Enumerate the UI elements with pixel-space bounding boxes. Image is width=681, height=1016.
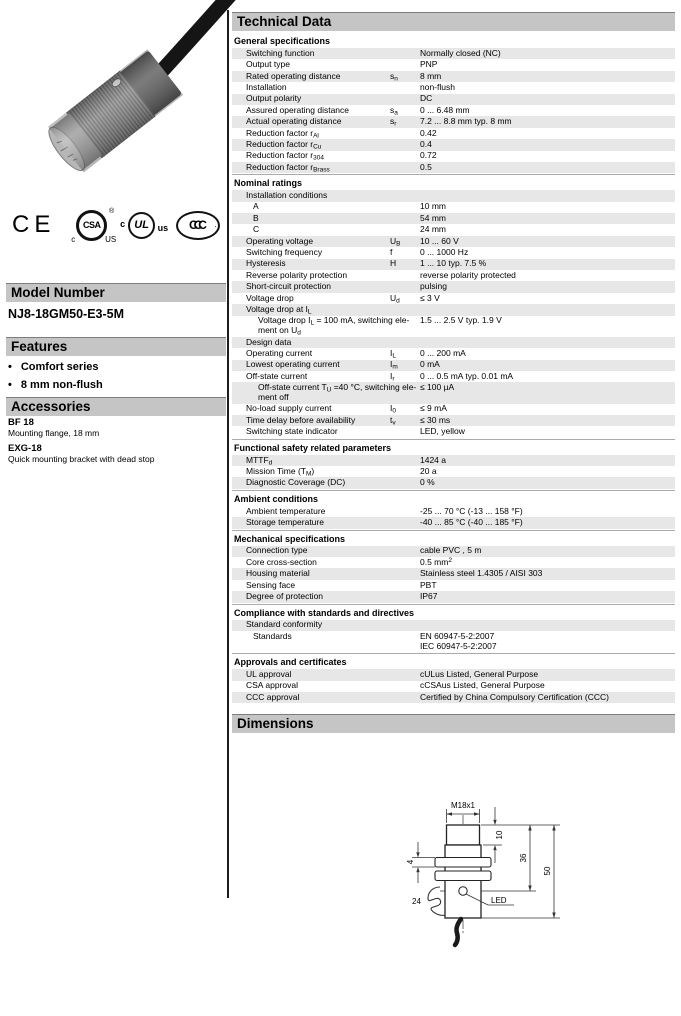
tech-row-value: ≤ 3 V: [420, 292, 440, 303]
tech-row-label: Voltage drop at $I_L$: [246, 304, 312, 316]
tech-row: [232, 247, 675, 258]
tech-row: [232, 466, 675, 477]
tech-row: [232, 546, 675, 557]
tech-row-label: B: [253, 212, 259, 223]
tech-row-label: Short-circuit protection: [246, 281, 332, 292]
tech-row-label: UL approval: [246, 668, 292, 679]
tech-row-label: Storage temperature: [246, 517, 324, 528]
tech-row-label: Reduction factor $r_{Cu}$: [246, 138, 322, 151]
tech-row-label: Output polarity: [246, 93, 302, 104]
tech-row-label: Output type: [246, 59, 290, 70]
tech-row-value: 1 ... 10 typ. 7.5 %: [420, 258, 487, 269]
tech-row-value: 1.5 ... 2.5 V typ. 1.9 V: [420, 315, 502, 326]
tech-row-value: -25 ... 70 °C (-13 ... 158 °F): [420, 505, 523, 516]
tech-row-value: cable PVC , 5 m: [420, 545, 482, 556]
wrench-size-label: 24: [412, 897, 421, 907]
tech-row: [232, 477, 675, 488]
column-divider: [227, 10, 229, 898]
product-photo: [10, 18, 216, 194]
tech-row-label: A: [253, 201, 259, 212]
tech-row: [232, 316, 675, 337]
tech-row-label: Switching function: [246, 47, 315, 58]
tech-row-symbol: $I_r$: [390, 370, 395, 383]
tech-row-label: Diagnostic Coverage (DC): [246, 477, 346, 488]
tech-row-label: Installation: [246, 81, 287, 92]
tech-row-label: Sensing face: [246, 579, 296, 590]
tech-row-value: 0 ... 6.48 mm: [420, 104, 470, 115]
tech-row: [232, 224, 675, 235]
ce-mark-icon: CE: [12, 211, 56, 238]
tech-row: [232, 404, 675, 415]
tech-row-value: PNP: [420, 59, 438, 70]
tech-row: [232, 259, 675, 270]
tech-row-label: Ambient temperature: [246, 505, 326, 516]
tech-row: [232, 669, 675, 680]
tech-row-value: 0 %: [420, 477, 435, 488]
tech-section-header: Functional safety related parameters: [232, 439, 675, 455]
tech-row-label: Reduction factor $r_{304}$: [246, 150, 324, 162]
feature-item: [8, 358, 218, 376]
csa-mark-icon: CSA c US ®: [71, 207, 117, 244]
tech-row-label: Switching frequency: [246, 247, 323, 258]
tech-row: [232, 455, 675, 466]
cul-us-mark-icon: c UL us: [128, 212, 155, 239]
head-length-label: 10: [495, 830, 504, 840]
tech-row-label: $MTTF_d$: [246, 454, 273, 466]
tech-row-value: 7.2 ... 8.8 mm typ. 8 mm: [420, 116, 512, 127]
tech-row-value: 1424 a: [420, 454, 446, 465]
tech-row-value: cULus Listed, General Purpose: [420, 668, 539, 679]
tech-row-value: 0.72: [420, 150, 437, 161]
tech-row-value: PBT: [420, 579, 437, 590]
tech-row: [232, 71, 675, 82]
thread-label: M18x1: [450, 801, 476, 811]
thread-length-label: 36: [519, 853, 528, 863]
tech-row-value: IP67: [420, 591, 438, 602]
tech-row-label: CCC approval: [246, 691, 300, 702]
tech-row-label: Lowest operating current: [246, 359, 340, 370]
tech-row-symbol: $t_v$: [390, 414, 396, 427]
tech-row-symbol: H: [390, 258, 397, 269]
tech-row-value: Certified by China Compulsory Certification (CCC): [420, 691, 609, 702]
cable-pigtail: [455, 919, 461, 945]
tech-row-symbol: $I_m$: [390, 359, 398, 371]
tech-table: [232, 33, 675, 703]
tech-row: [232, 190, 675, 201]
tech-row-label: Actual operating distance: [246, 116, 342, 127]
tech-row: [232, 94, 675, 105]
tech-row-value: 0.4: [420, 138, 432, 149]
tech-section-header: General specifications: [234, 36, 331, 46]
tech-row-label: Mission Time $(T_M)$: [246, 465, 315, 478]
tech-row: [232, 59, 675, 70]
features-header: Features: [6, 337, 226, 356]
tech-row: [232, 557, 675, 568]
tech-row-value: 0 ... 0.5 mA typ. 0.01 mA: [420, 370, 514, 381]
tech-row: [232, 360, 675, 371]
tech-row: [232, 213, 675, 224]
tech-row-label: CSA approval: [246, 680, 298, 691]
tech-row: [232, 568, 675, 579]
tech-row: [232, 105, 675, 116]
tech-row: [232, 337, 675, 348]
tech-row-symbol: $I_0$: [390, 403, 396, 415]
tech-row-value: 0.5 $mm^2$: [420, 556, 452, 567]
tech-row-value: ≤ 30 ms: [420, 414, 451, 425]
accessory-name: BF 18: [8, 417, 34, 428]
tech-row: [232, 128, 675, 139]
tech-row-label: No-load supply current: [246, 403, 332, 414]
tech-row-symbol: $U_d$: [390, 292, 400, 305]
tech-row-value: 0.42: [420, 127, 437, 138]
feature-item-label: Comfort series: [20, 361, 99, 373]
tech-row-label: Off-state current: [246, 370, 308, 381]
tech-row-label: Switching state indicator: [246, 426, 338, 437]
tech-section-header: Ambient conditions: [232, 490, 675, 506]
tech-row-label: Voltage drop $I_L = 100$ mA, switching ele- ment on $U_d$: [258, 315, 410, 337]
tech-section-header: Nominal ratings: [232, 174, 675, 190]
tech-row-label: Installation conditions: [246, 190, 328, 201]
technical-data-header: Technical Data: [232, 12, 675, 31]
sensor-outline: [435, 825, 491, 918]
model-number-header: Model Number: [6, 283, 226, 302]
tech-row-label: Standards: [253, 630, 292, 641]
tech-row-value: reverse polarity protected: [420, 269, 516, 280]
tech-row: [232, 281, 675, 292]
tech-row: [232, 348, 675, 359]
tech-row: [232, 371, 675, 382]
bullet-icon: •: [8, 361, 12, 373]
tech-row: [232, 580, 675, 591]
tech-row-symbol: $U_B$: [390, 235, 401, 248]
tech-row-value: 20 a: [420, 465, 437, 476]
right-column: [232, 12, 675, 1016]
tech-row-value: -40 ... 85 °C (-40 ... 185 °F): [420, 517, 523, 528]
nut-1: [435, 858, 491, 868]
tech-row-value: 0 ... 1000 Hz: [420, 247, 469, 258]
tech-row: [232, 139, 675, 150]
tech-row-label: Standard conformity: [246, 619, 323, 630]
accessories-header: Accessories: [6, 397, 226, 416]
dimension-drawing: [388, 793, 618, 1011]
tech-row-value: ≤ 9 mA: [420, 403, 447, 414]
tech-section-header: Approvals and certificates: [232, 653, 675, 669]
tech-row-value: pulsing: [420, 281, 447, 292]
tech-section-header: Mechanical specifications: [232, 530, 675, 546]
tech-row-label: Assured operating distance: [246, 104, 350, 115]
tech-row-symbol: $I_L$: [390, 347, 396, 360]
nut-2: [435, 871, 491, 881]
accessory-desc: Mounting flange, 18 mm: [8, 428, 100, 438]
tech-row: [232, 415, 675, 426]
features-list: [8, 358, 218, 394]
tech-row-symbol: $s_n$: [390, 70, 398, 83]
tech-row-symbol: f: [390, 247, 393, 258]
tech-row: [232, 692, 675, 703]
tech-row-label: Reduction factor $r_{Al}$: [246, 127, 319, 140]
model-number-value: NJ8-18GM50-E3-5M: [8, 307, 125, 321]
accessory-name: EXG-18: [8, 443, 42, 454]
tech-section-header: Compliance with standards and directives: [232, 604, 675, 620]
tech-row: [232, 304, 675, 315]
tech-row-label: C: [253, 224, 260, 235]
tech-row-value: Normally closed (NC): [420, 47, 501, 58]
dimensions-header: Dimensions: [232, 714, 675, 733]
tech-row-value: cCSAus Listed, General Purpose: [420, 680, 545, 691]
tech-row: [232, 506, 675, 517]
tech-row: [232, 236, 675, 247]
accessory-desc: Quick mounting bracket with dead stop: [8, 454, 155, 464]
tech-row-value: 24 mm: [420, 224, 446, 235]
tech-row: [232, 681, 675, 692]
tech-row: [232, 82, 675, 93]
tech-row-value: EN 60947-5-2:2007 IEC 60947-5-2:2007: [420, 630, 497, 651]
tech-row-value: 8 mm: [420, 70, 442, 81]
feature-item-label: 8 mm non-flush: [20, 379, 103, 391]
led-label: LED: [491, 896, 507, 906]
tech-row: [232, 382, 675, 403]
tech-row-label: Rated operating distance: [246, 70, 341, 81]
tech-row-label: Off-state current $T_U =40$ °C, switching ele- ment off: [258, 382, 417, 402]
tech-row: [232, 116, 675, 127]
tech-row-value: 0 ... 200 mA: [420, 347, 466, 358]
tech-row-label: Hysteresis: [246, 258, 286, 269]
tech-row-value: non-flush: [420, 81, 455, 92]
accessories-list: [8, 412, 220, 464]
nut-thickness-label: 4: [406, 860, 415, 865]
left-column: [0, 0, 227, 900]
tech-row: [232, 426, 675, 437]
tech-row: [232, 631, 675, 652]
tech-row-value: 0.5: [420, 161, 432, 172]
sensor-head: [447, 825, 480, 845]
tech-row-value: 10 mm: [420, 201, 446, 212]
tech-row: [232, 591, 675, 602]
tech-row-label: Operating current: [246, 347, 313, 358]
tech-row: [232, 162, 675, 173]
tech-row-value: Stainless steel 1.4305 / AISI 303: [420, 568, 543, 579]
tech-row: [232, 151, 675, 162]
tech-row-label: Core cross-section: [246, 556, 317, 567]
tech-row-value: 10 ... 60 V: [420, 235, 459, 246]
tech-row-label: Design data: [246, 336, 292, 347]
tech-row: [232, 293, 675, 304]
tech-row-value: LED, yellow: [420, 426, 465, 437]
tech-row-label: Reduction factor $r_{Brass}$: [246, 161, 330, 174]
tech-row-label: Degree of protection: [246, 591, 324, 602]
tech-row: [232, 48, 675, 59]
tech-row: [232, 202, 675, 213]
tech-row-label: Connection type: [246, 545, 308, 556]
tech-row-value: ≤ 100 µA: [420, 382, 455, 393]
tech-row-label: Reverse polarity protection: [246, 269, 348, 280]
total-length-label: 50: [543, 866, 552, 876]
certification-marks: [12, 203, 220, 247]
led-indicator-circle: [459, 887, 467, 895]
tech-row-label: Time delay before availability: [246, 414, 356, 425]
ccc-mark-icon: CCC ·: [176, 211, 220, 240]
tech-row: [232, 620, 675, 631]
tech-row: [232, 270, 675, 281]
tech-row-label: Operating voltage: [246, 235, 314, 246]
tech-row-value: DC: [420, 93, 433, 104]
tech-row-symbol: $s_a$: [390, 104, 398, 117]
tech-row: [232, 517, 675, 528]
tech-row-label: Voltage drop: [246, 292, 294, 303]
tech-row-symbol: $s_r$: [390, 116, 397, 128]
tech-row-value: 0 mA: [420, 359, 440, 370]
sensor-body: [445, 845, 481, 918]
bullet-icon: •: [8, 379, 12, 391]
feature-item: [8, 376, 218, 394]
tech-row-value: 54 mm: [420, 212, 446, 223]
tech-row-label: Housing material: [246, 568, 310, 579]
